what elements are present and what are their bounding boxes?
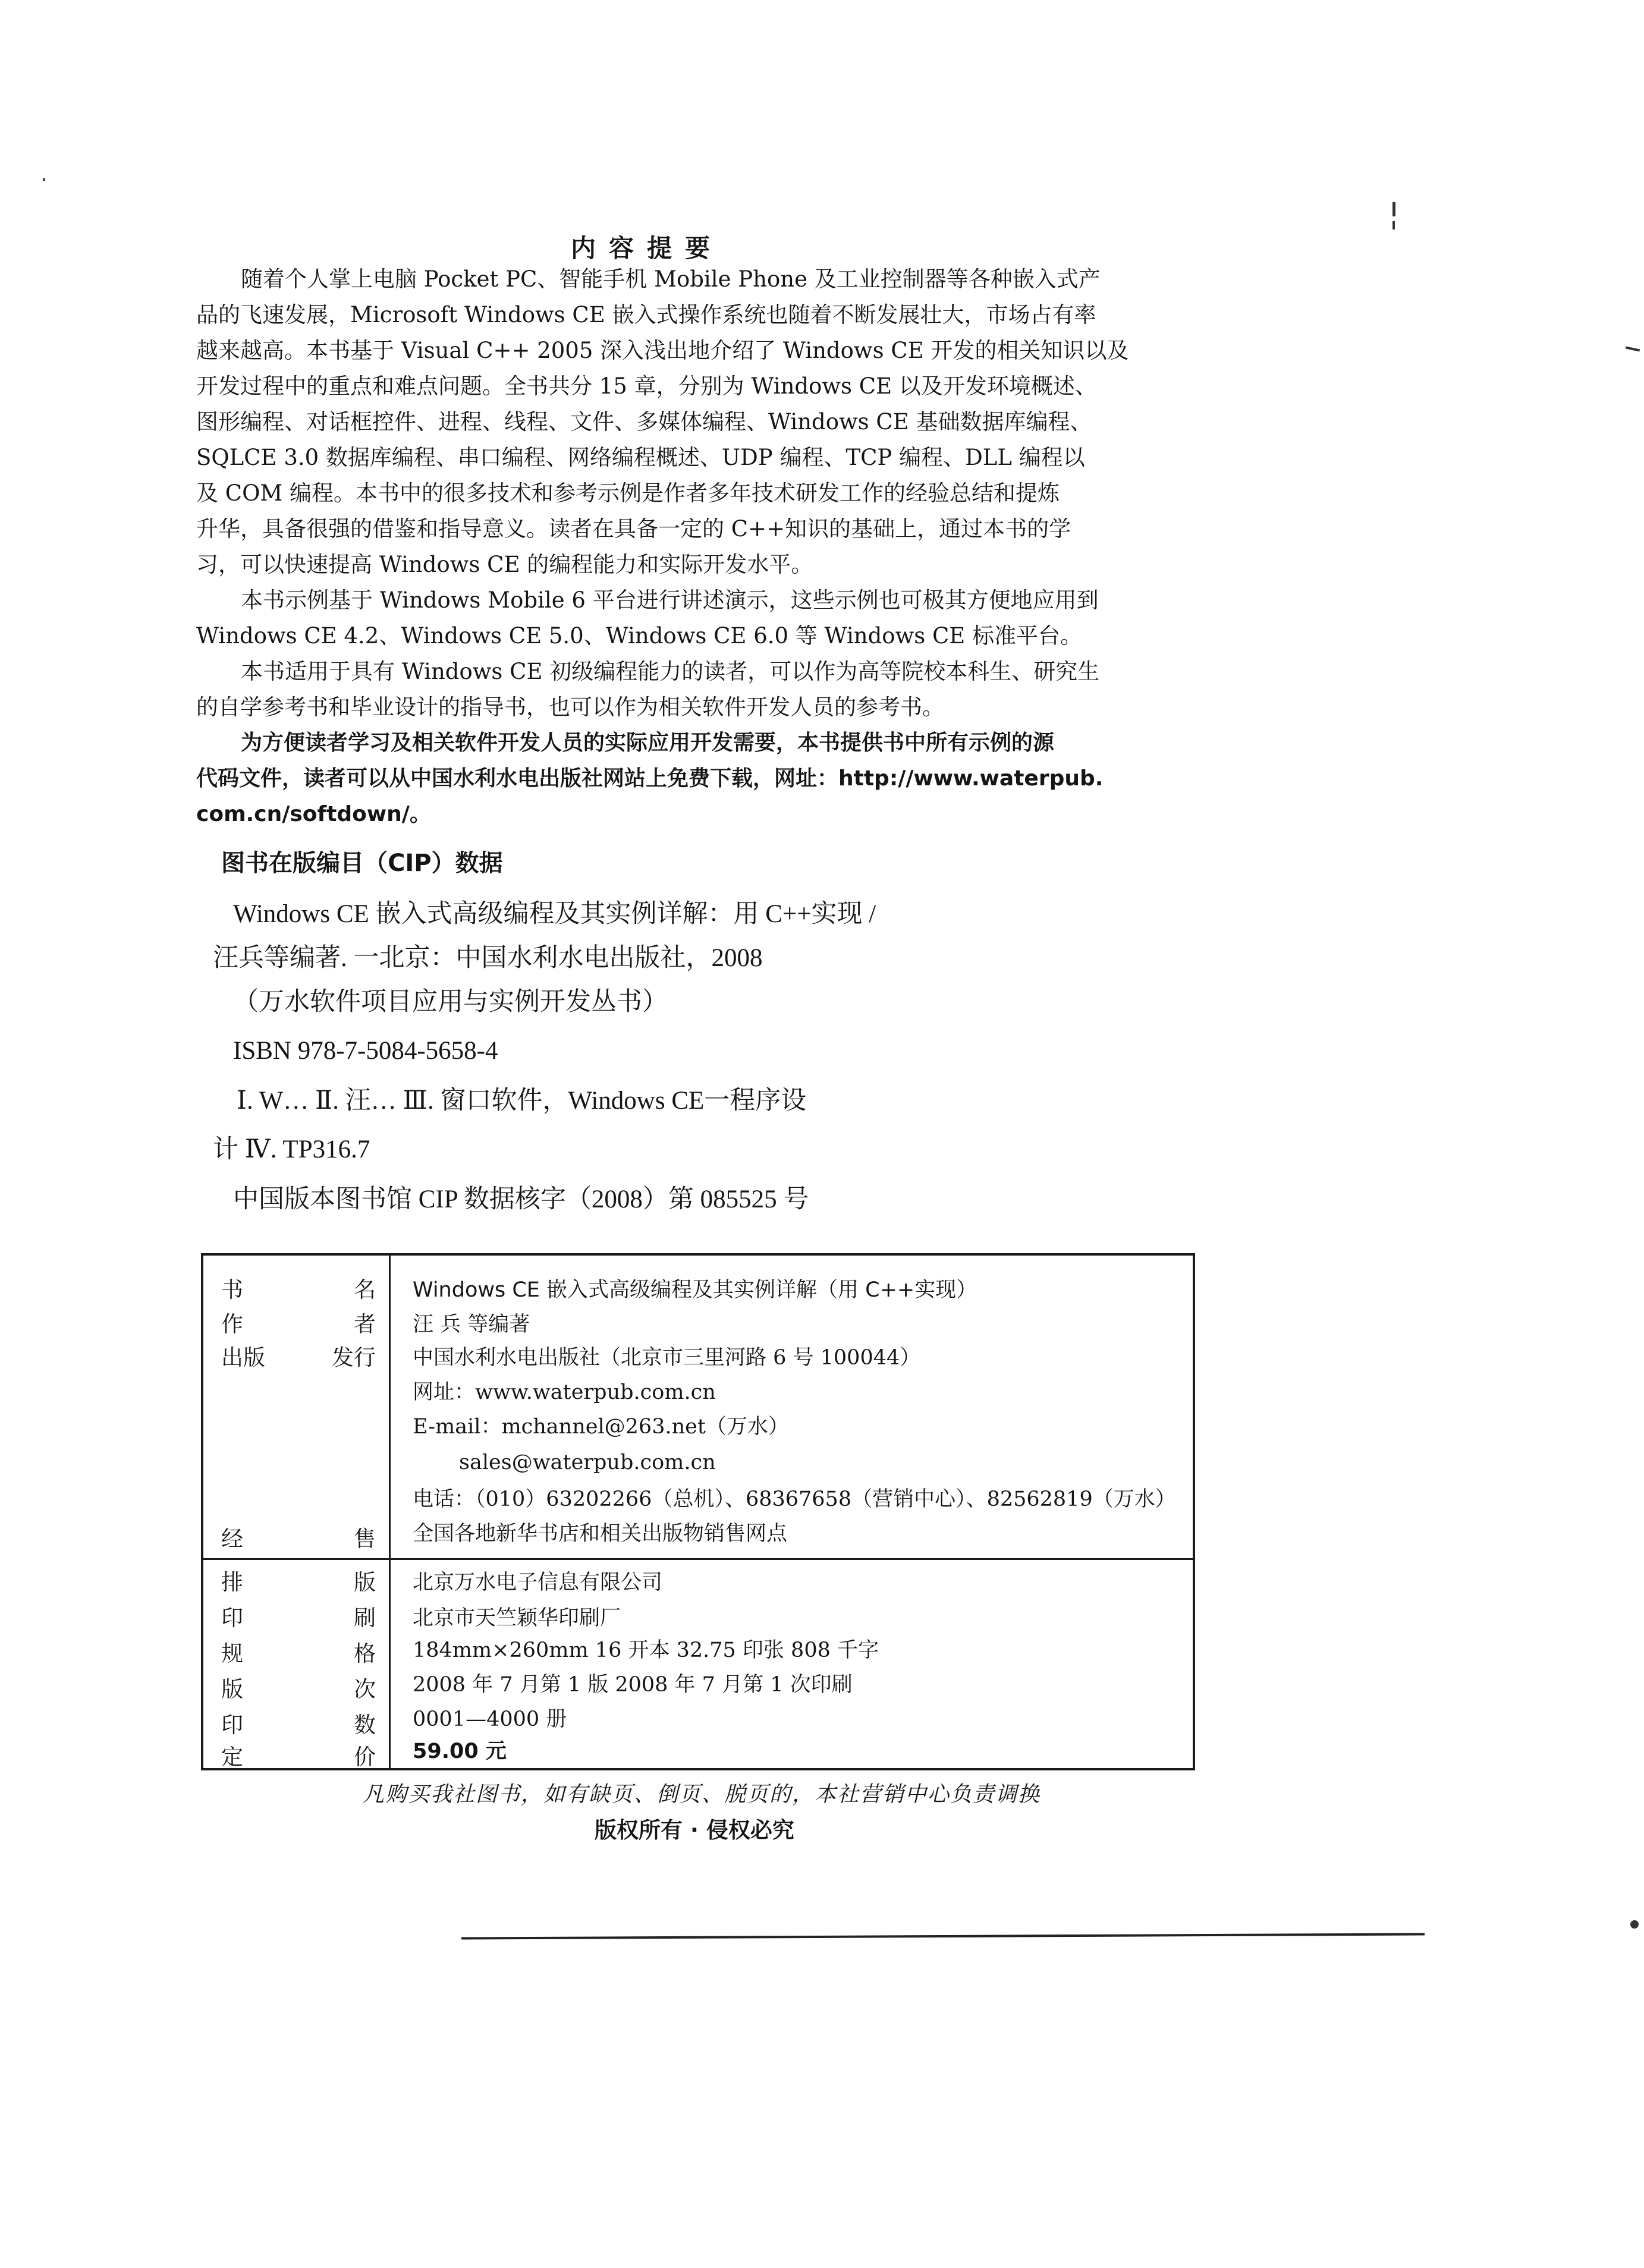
summary-line: 图形编程、对话框控件、进程、线程、文件、多媒体编程、Windows CE 基础数据库编程、 — [196, 409, 1092, 435]
imprint-printer-value: 北京市天竺颖华印刷厂 — [413, 1606, 621, 1630]
cip-line: 计 Ⅳ. TP316.7 — [213, 1135, 370, 1163]
summary-title: 内容提要 — [571, 234, 724, 263]
publisher-email-sales: sales@waterpub.com.cn — [459, 1451, 716, 1474]
cip-line: Windows CE 嵌入式高级编程及其实例详解：用 C++实现 / — [233, 900, 876, 928]
summary-line: 本书示例基于 Windows Mobile 6 平台进行讲述演示，这些示例也可极其方便地应用到 — [241, 587, 1099, 613]
publisher-website: 网址：www.waterpub.com.cn — [413, 1380, 716, 1404]
imprint-sales-value: 全国各地新华书店和相关出版物销售网点 — [413, 1522, 788, 1546]
imprint-format-value: 184mm×260mm 16 开本 32.75 印张 808 千字 — [413, 1638, 879, 1662]
imprint-label: 书 名 — [221, 1277, 376, 1303]
summary-line: 开发过程中的重点和难点问题。全书共分 15 章，分别为 Windows CE 以及开发环境概述、 — [196, 373, 1097, 399]
imprint-title-value: Windows CE 嵌入式高级编程及其实例详解（用 C++实现） — [413, 1278, 977, 1302]
scan-speck — [43, 178, 45, 181]
summary-line: SQLCE 3.0 数据库编程、串口编程、网络编程概述、UDP 编程、TCP 编程、DLL 编程以 — [196, 445, 1085, 470]
summary-line: Windows CE 4.2、Windows CE 5.0、Windows CE 6.0 等 Windows CE 标准平台。 — [196, 623, 1083, 649]
summary-line: 升华，具备很强的借鉴和指导意义。读者在具备一定的 C++知识的基础上，通过本书的学 — [196, 516, 1071, 542]
replacement-notice: 凡购买我社图书，如有缺页、倒页、脱页的，本社营销中心负责调换 — [363, 1782, 1041, 1807]
imprint-label: 版 次 — [221, 1676, 376, 1702]
summary-line: 本书适用于具有 Windows CE 初级编程能力的读者，可以作为高等院校本科生、研究生 — [241, 659, 1100, 684]
download-note-line: 为方便读者学习及相关软件开发人员的实际应用开发需要，本书提供书中所有示例的源 — [241, 731, 1055, 755]
cip-heading: 图书在版编目（CIP）数据 — [221, 850, 503, 877]
download-note-line: 代码文件，读者可以从中国水利水电出版社网站上免费下载，网址：http://www.waterpub. — [196, 766, 1104, 791]
scan-speck — [1392, 221, 1395, 229]
imprint-publisher-value: 中国水利水电出版社（北京市三里河路 6 号 100044） — [413, 1346, 921, 1370]
bottom-rule — [461, 1933, 1425, 1939]
imprint-label: 规 格 — [221, 1641, 376, 1666]
publisher-email: E-mail：mchannel@263.net（万水） — [413, 1415, 789, 1439]
imprint-label: 印 刷 — [221, 1605, 376, 1631]
cip-line: 中国版本图书馆 CIP 数据核字（2008）第 085525 号 — [233, 1185, 809, 1213]
table-divider — [203, 1558, 1193, 1560]
cip-line: Ⅰ. W… Ⅱ. 汪… Ⅲ. 窗口软件，Windows CE一程序设 — [237, 1087, 807, 1115]
scan-speck — [1392, 202, 1395, 216]
summary-line: 越来越高。本书基于 Visual C++ 2005 深入浅出地介绍了 Windows CE 开发的相关知识以及 — [196, 338, 1129, 363]
table-divider — [389, 1256, 391, 1768]
copyright-notice: 版权所有 · 侵权必究 — [595, 1817, 794, 1843]
cip-line: 汪兵等编著. 一北京：中国水利水电出版社，2008 — [213, 944, 763, 972]
imprint-label: 排 版 — [221, 1569, 376, 1595]
imprint-label: 定 价 — [221, 1744, 376, 1770]
summary-line: 随着个人掌上电脑 Pocket PC、智能手机 Mobile Phone 及工业控制器等各种嵌入式产 — [241, 266, 1101, 292]
imprint-table — [201, 1253, 1195, 1770]
download-note-line: com.cn/softdown/。 — [196, 802, 431, 826]
imprint-label: 作 者 — [221, 1311, 376, 1337]
cip-line: （万水软件项目应用与实例开发丛书） — [233, 988, 668, 1016]
summary-line: 及 COM 编程。本书中的很多技术和参考示例是作者多年技术研发工作的经验总结和提炼 — [196, 480, 1060, 506]
imprint-typesetting-value: 北京万水电子信息有限公司 — [413, 1571, 663, 1594]
summary-line: 的自学参考书和毕业设计的指导书，也可以作为相关软件开发人员的参考书。 — [196, 694, 944, 720]
scan-speck — [1626, 347, 1640, 352]
publisher-phone: 电话：（010）63202266（总机）、68367658（营销中心）、82562819（万水） — [413, 1487, 1176, 1511]
cip-line: ISBN 978-7-5084-5658-4 — [233, 1037, 498, 1065]
imprint-price-value: 59.00 元 — [413, 1739, 507, 1763]
imprint-edition-value: 2008 年 7 月第 1 版 2008 年 7 月第 1 次印刷 — [413, 1673, 853, 1697]
imprint-label: 经 售 — [221, 1526, 376, 1552]
scan-speck — [1630, 1920, 1639, 1929]
imprint-author-value: 汪 兵 等编著 — [413, 1313, 530, 1336]
imprint-print-run-value: 0001—4000 册 — [413, 1707, 567, 1731]
imprint-label: 出版 发行 — [221, 1345, 376, 1370]
summary-line: 品的飞速发展，Microsoft Windows CE 嵌入式操作系统也随着不断发展壮大，市场占有率 — [196, 302, 1096, 328]
summary-line: 习，可以快速提高 Windows CE 的编程能力和实际开发水平。 — [196, 552, 813, 577]
imprint-label: 印 数 — [221, 1712, 376, 1738]
